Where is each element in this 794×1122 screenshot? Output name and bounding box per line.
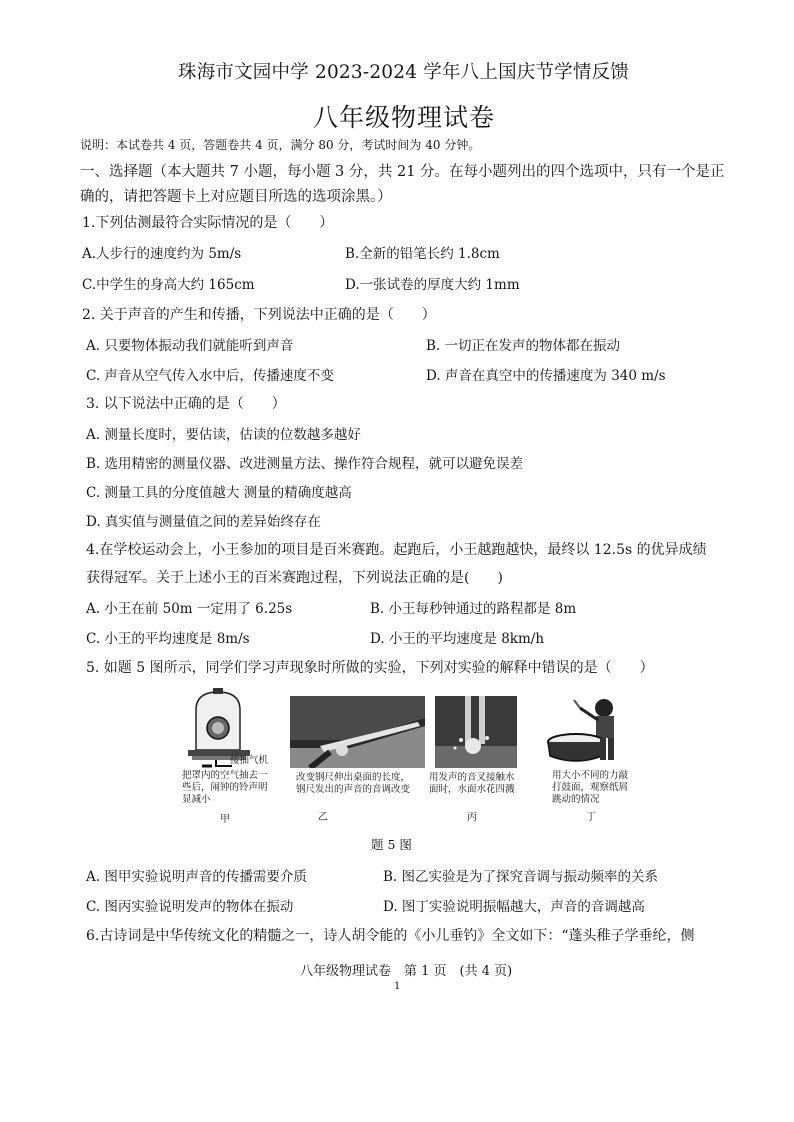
question-1-stem: 1.下列估测最符合实际情况的是（ ） bbox=[82, 215, 334, 231]
question-4-option-a: A. 小王在前 50m 一定用了 6.25s bbox=[86, 601, 293, 617]
figure-5-caption: 题 5 图 bbox=[371, 837, 412, 852]
figure-panel-bing bbox=[429, 696, 517, 823]
ruler-on-table-photo bbox=[290, 696, 425, 768]
question-2-stem: 2. 关于声音的产生和传播，下列说法中正确的是（ ） bbox=[82, 307, 436, 323]
question-2-option-a: A. 只要物体振动我们就能听到声音 bbox=[86, 338, 294, 354]
question-5-stem: 5. 如题 5 图所示，同学们学习声现象时所做的实验，下列对实验的解释中错误的是（ ） bbox=[86, 660, 654, 676]
question-2-option-b: B. 一切正在发声的物体都在振动 bbox=[426, 338, 621, 354]
question-3-option-d: D. 真实值与测量值之间的差异始终存在 bbox=[86, 514, 321, 530]
figure-yi-caption: 改变钢尺伸出桌面的长度，钢尺发出的声音的音调改变 bbox=[296, 772, 411, 795]
question-2-option-d: D. 声音在真空中的传播速度为 340 m/s bbox=[426, 368, 666, 384]
pump-label: 接抽气机 bbox=[230, 755, 269, 766]
question-3-option-c: C. 测量工具的分度值越大 测量的精确度越高 bbox=[86, 485, 352, 501]
figure-jia-label: 甲 bbox=[220, 814, 230, 825]
question-5-option-d: D. 图丁实验说明振幅越大，声音的音调越高 bbox=[383, 899, 645, 915]
figure-panel-ding bbox=[546, 694, 636, 823]
figure-bing-caption: 用发声的音叉接触水面时，水面水花四溅 bbox=[429, 772, 515, 795]
figure-panel-yi bbox=[290, 696, 425, 823]
question-1-option-b: B.全新的铅笔长约 1.8cm bbox=[345, 246, 500, 262]
question-3-option-b: B. 选用精密的测量仪器、改进测量方法、操作符合规程，就可以避免误差 bbox=[86, 456, 524, 472]
tuning-fork-water-photo bbox=[435, 696, 517, 768]
question-3-stem: 3. 以下说法中正确的是（ ） bbox=[86, 396, 286, 412]
exam-instructions: 说明：本试卷共 4 页，答题卷共 4 页，满分 80 分，考试时间为 40 分钟。 bbox=[80, 138, 481, 152]
exam-school-heading: 珠海市文园中学 2023-2024 学年八上国庆节学情反馈 bbox=[178, 62, 629, 83]
drum-with-child-illustration bbox=[546, 694, 636, 766]
figure-yi-label: 乙 bbox=[318, 812, 328, 823]
question-4-option-b: B. 小王每秒钟通过的路程都是 8m bbox=[370, 601, 577, 617]
figure-bing-label: 丙 bbox=[467, 812, 477, 823]
page-number: 1 bbox=[394, 981, 401, 992]
figure-ding-label: 丁 bbox=[586, 812, 596, 823]
figure-panel-jia bbox=[182, 688, 269, 825]
question-4-option-d: D. 小王的平均速度是 8km/h bbox=[370, 631, 545, 647]
question-1-option-c: C.中学生的身高大约 165cm bbox=[82, 277, 255, 293]
section-heading-line2: 确的，请把答题卡上对应题目所选的选项涂黑。） bbox=[80, 189, 392, 205]
figure-ding-caption: 用大小不同的力敲打鼓面，观察纸屑跳动的情况 bbox=[552, 770, 629, 805]
question-5-option-b: B. 图乙实验是为了探究音调与振动频率的关系 bbox=[383, 869, 659, 885]
question-4-option-c: C. 小王的平均速度是 8m/s bbox=[86, 631, 250, 647]
question-4-stem-line1: 4.在学校运动会上，小王参加的项目是百米赛跑。起跑后，小王越跑越快，最终以 12.5s 的优异成绩 bbox=[86, 542, 707, 558]
question-4-stem-line2: 获得冠军。关于上述小王的百米赛跑过程，下列说法正确的是( ) bbox=[86, 570, 503, 586]
page-title: 八年级物理试卷 bbox=[313, 103, 496, 132]
section-heading-line1: 一、选择题（本大题共 7 小题，每小题 3 分，共 21 分。在每小题列出的四个选项中，只有一个是正 bbox=[80, 164, 725, 180]
question-5-option-c: C. 图丙实验说明发声的物体在振动 bbox=[86, 899, 294, 915]
question-1-option-a: A.人步行的速度约为 5m/s bbox=[82, 246, 242, 262]
question-6-stem: 6.古诗词是中华传统文化的精髓之一，诗人胡令能的《小儿垂钓》全文如下：“蓬头稚子学垂纶，侧 bbox=[86, 928, 695, 944]
question-2-option-c: C. 声音从空气传入水中后，传播速度不变 bbox=[86, 368, 334, 384]
question-1-option-d: D.一张试卷的厚度大约 1mm bbox=[345, 277, 520, 293]
page-footer: 八年级物理试卷 第 1 页 (共 4 页) bbox=[300, 964, 513, 979]
figure-jia-caption: 把罩内的空气抽去一些后，闹钟的铃声明显减小 bbox=[182, 770, 268, 805]
question-3-option-a: A. 测量长度时，要估读，估读的位数越多越好 bbox=[86, 427, 361, 443]
question-5-option-a: A. 图甲实验说明声音的传播需要介质 bbox=[86, 869, 307, 885]
